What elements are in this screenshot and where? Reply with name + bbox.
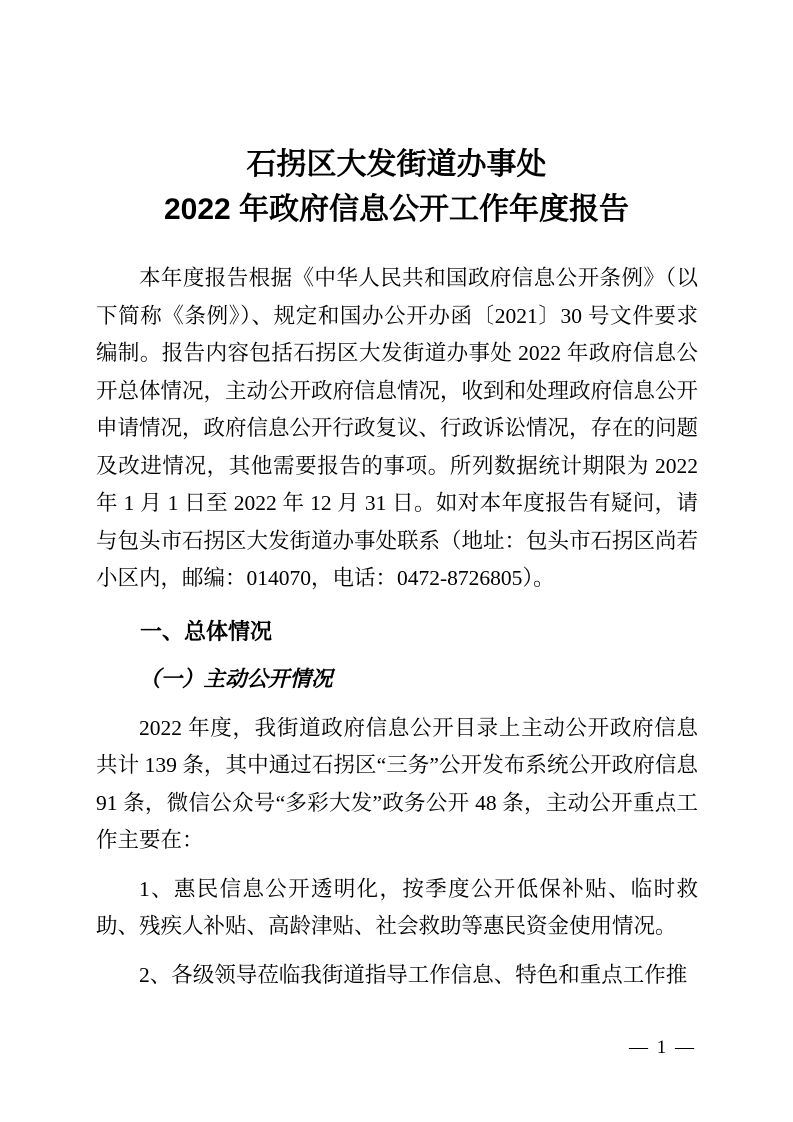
list-item-2: 2、各级领导莅临我街道指导工作信息、特色和重点工作推 — [139, 962, 688, 987]
section-heading-overall-situation: 一、总体情况 — [140, 618, 273, 644]
page-number: — 1 — — [629, 1037, 696, 1058]
intro-paragraph: 本年度报告根据《中华人民共和国政府信息公开条例》（以下简称《条例》）、规定和国办公开办函〔2021〕30 号文件要求编制。报告内容包括石拐区大发街道办事处 2022 年政府信息公开总体情况，主动公开政府信息情况，收到和处理政府信息公开申请情况，政府信息公开行政复议、行政诉讼情况，存在的问题及改进情况，其他需要报告的事项。所列数据统计期限为 2022 年 1 月 1 日至 2022 年 12 月 31 日。如对本年度报告有疑问，请与包头市石拐区大发街道办事处联系（地址：包头市石拐区尚若小区内，邮编：014070，电话：0472-8726805）。 — [96, 266, 699, 590]
document-title-line1: 石拐区大发街道办事处 — [246, 148, 547, 181]
subsection-heading-proactive-disclosure: （一）主动公开情况 — [139, 667, 333, 691]
proactive-disclosure-paragraph: 2022 年度，我街道政府信息公开目录上主动公开政府信息共计 139 条，其中通过石拐区“三务”公开发布系统公开政府信息 91 条，微信公众号“多彩大发”政务公开 48 条，主动公开重点工作主要在： — [96, 715, 698, 852]
document-title-line2: 2022 年政府信息公开工作年度报告 — [163, 193, 630, 226]
document-body — [96, 260, 698, 994]
document-title — [60, 142, 733, 232]
list-item-1: 1、惠民信息公开透明化，按季度公开低保补贴、临时救助、残疾人补贴、高龄津贴、社会救助等惠民资金使用情况。 — [96, 876, 698, 938]
